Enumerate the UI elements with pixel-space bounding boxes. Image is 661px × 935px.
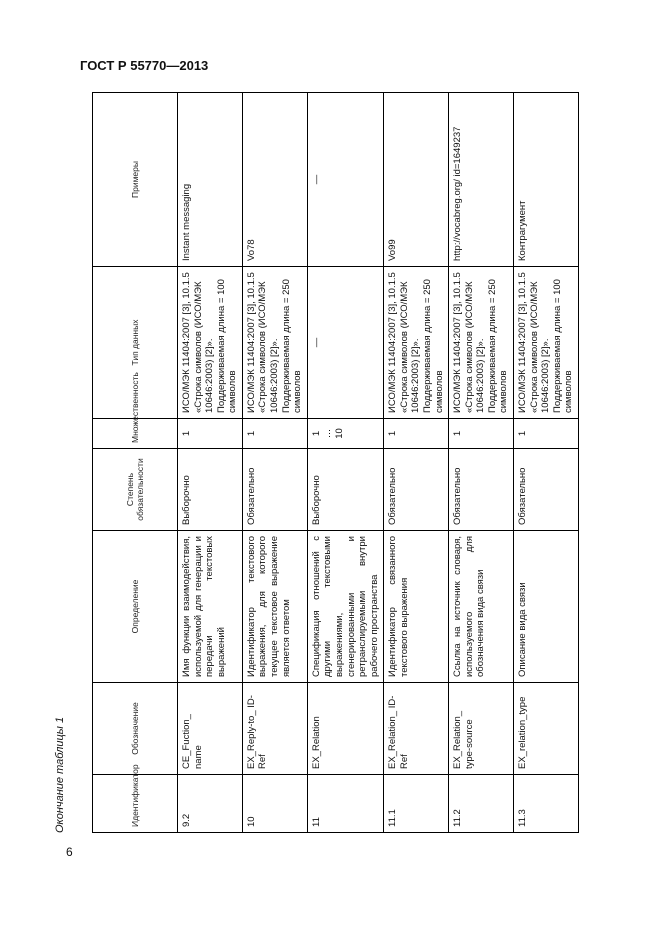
cell-datatype: ИСО/МЭК 11404:2007 [3], 10.1.5 «Строка символов (ИСО/МЭК 10646:2003) [2]». Поддерживаемая длина = 100 символов xyxy=(514,267,579,419)
cell-datatype: ИСО/МЭК 11404:2007 [3], 10.1.5 «Строка символов (ИСО/МЭК 10646:2003) [2]». Поддерживаемая длина = 250 символов xyxy=(449,267,514,419)
table-row xyxy=(449,93,514,833)
cell-datatype: ИСО/МЭК 11404:2007 [3], 10.1.5 «Строка символов (ИСО/МЭК 10646:2003) [2]». Поддерживаемая длина = 250 символов xyxy=(384,267,449,419)
cell-definition: Описание вида связи xyxy=(514,531,579,683)
cell-multiplicity: 1 xyxy=(178,419,243,449)
cell-example: http://vocabreg.org/ id=1649237 xyxy=(449,93,514,267)
cell-definition: Идентификатор текстового выражения, для которого текущее текстовое выражение является ответом xyxy=(242,531,307,683)
cell-multiplicity: 1 xyxy=(384,419,449,449)
cell-multiplicity xyxy=(307,419,383,449)
cell-datatype: — xyxy=(307,267,383,419)
caption-container: Окончание таблицы 1 xyxy=(54,716,66,833)
table-row xyxy=(242,93,307,833)
cell-obligation: Обязательно xyxy=(384,449,449,531)
cell-obligation: Обязательно xyxy=(514,449,579,531)
cell-obligation: Обязательно xyxy=(242,449,307,531)
col-header-examples: Примеры xyxy=(93,93,178,267)
table-row xyxy=(514,93,579,833)
table-header-row xyxy=(93,93,178,833)
cell-name: EX_Relation_ ID-Ref xyxy=(384,683,449,775)
multiplicity-max: 10 xyxy=(333,428,345,439)
table-row xyxy=(307,93,383,833)
cell-id: 11 xyxy=(307,775,383,833)
cell-id: 10 xyxy=(242,775,307,833)
cell-obligation: Выборочно xyxy=(307,449,383,531)
data-table xyxy=(92,92,579,833)
cell-id: 11.3 xyxy=(514,775,579,833)
cell-name: EX_relation_type xyxy=(514,683,579,775)
cell-definition: Имя функции взаимодействия, используемой для генерации и передачи текстовых выражений xyxy=(178,531,243,683)
multiplicity-min: 1 xyxy=(310,430,322,437)
cell-name: CE_Fuction_ name xyxy=(178,683,243,775)
cell-multiplicity: 1 xyxy=(242,419,307,449)
col-header-obligation: Степень обязательности xyxy=(93,449,178,531)
table-row xyxy=(384,93,449,833)
col-header-designation: Обозначение xyxy=(93,683,178,775)
cell-multiplicity: 1 xyxy=(449,419,514,449)
col-header-multiplicity: Множественность xyxy=(93,419,178,449)
col-header-identifier: Идентификатор xyxy=(93,775,178,833)
table-row xyxy=(178,93,243,833)
cell-name: EX_Relation_ type-source xyxy=(449,683,514,775)
multiplicity-ellipsis: … xyxy=(322,428,334,439)
cell-id: 11.1 xyxy=(384,775,449,833)
cell-definition: Идентификатор связанного текстового выражения xyxy=(384,531,449,683)
cell-example: Vo78 xyxy=(242,93,307,267)
cell-example: Контрагумент xyxy=(514,93,579,267)
cell-datatype: ИСО/МЭК 11404:2007 [3], 10.1.5 «Строка символов (ИСО/МЭК 10646:2003) [2]». Поддерживаемая длина = 100 символов xyxy=(178,267,243,419)
rotated-table-container xyxy=(92,93,577,833)
cell-obligation: Выборочно xyxy=(178,449,243,531)
page-number: 6 xyxy=(66,845,73,859)
col-header-datatype: Тип данных xyxy=(93,267,178,419)
cell-obligation: Обязательно xyxy=(449,449,514,531)
cell-name: EX_Reply-to_ ID-Ref xyxy=(242,683,307,775)
col-header-definition: Определение xyxy=(93,531,178,683)
standard-header: ГОСТ Р 55770—2013 xyxy=(80,58,209,73)
cell-name: EX_Relation xyxy=(307,683,383,775)
cell-definition: Ссылка на источник словаря, используемого для обозначения вида связи xyxy=(449,531,514,683)
cell-datatype: ИСО/МЭК 11404:2007 [3], 10.1.5 «Строка символов (ИСО/МЭК 10646:2003) [2]». Поддерживаемая длина = 250 символов xyxy=(242,267,307,419)
cell-id: 9.2 xyxy=(178,775,243,833)
cell-example: Vo99 xyxy=(384,93,449,267)
cell-example: — xyxy=(307,93,383,267)
cell-definition: Спецификация отношений с другими текстовыми выражениями, сгенерированными и ретранслируемыми внутри рабочего пространства xyxy=(307,531,383,683)
cell-id: 11.2 xyxy=(449,775,514,833)
cell-example: Instant messaging xyxy=(178,93,243,267)
cell-multiplicity: 1 xyxy=(514,419,579,449)
